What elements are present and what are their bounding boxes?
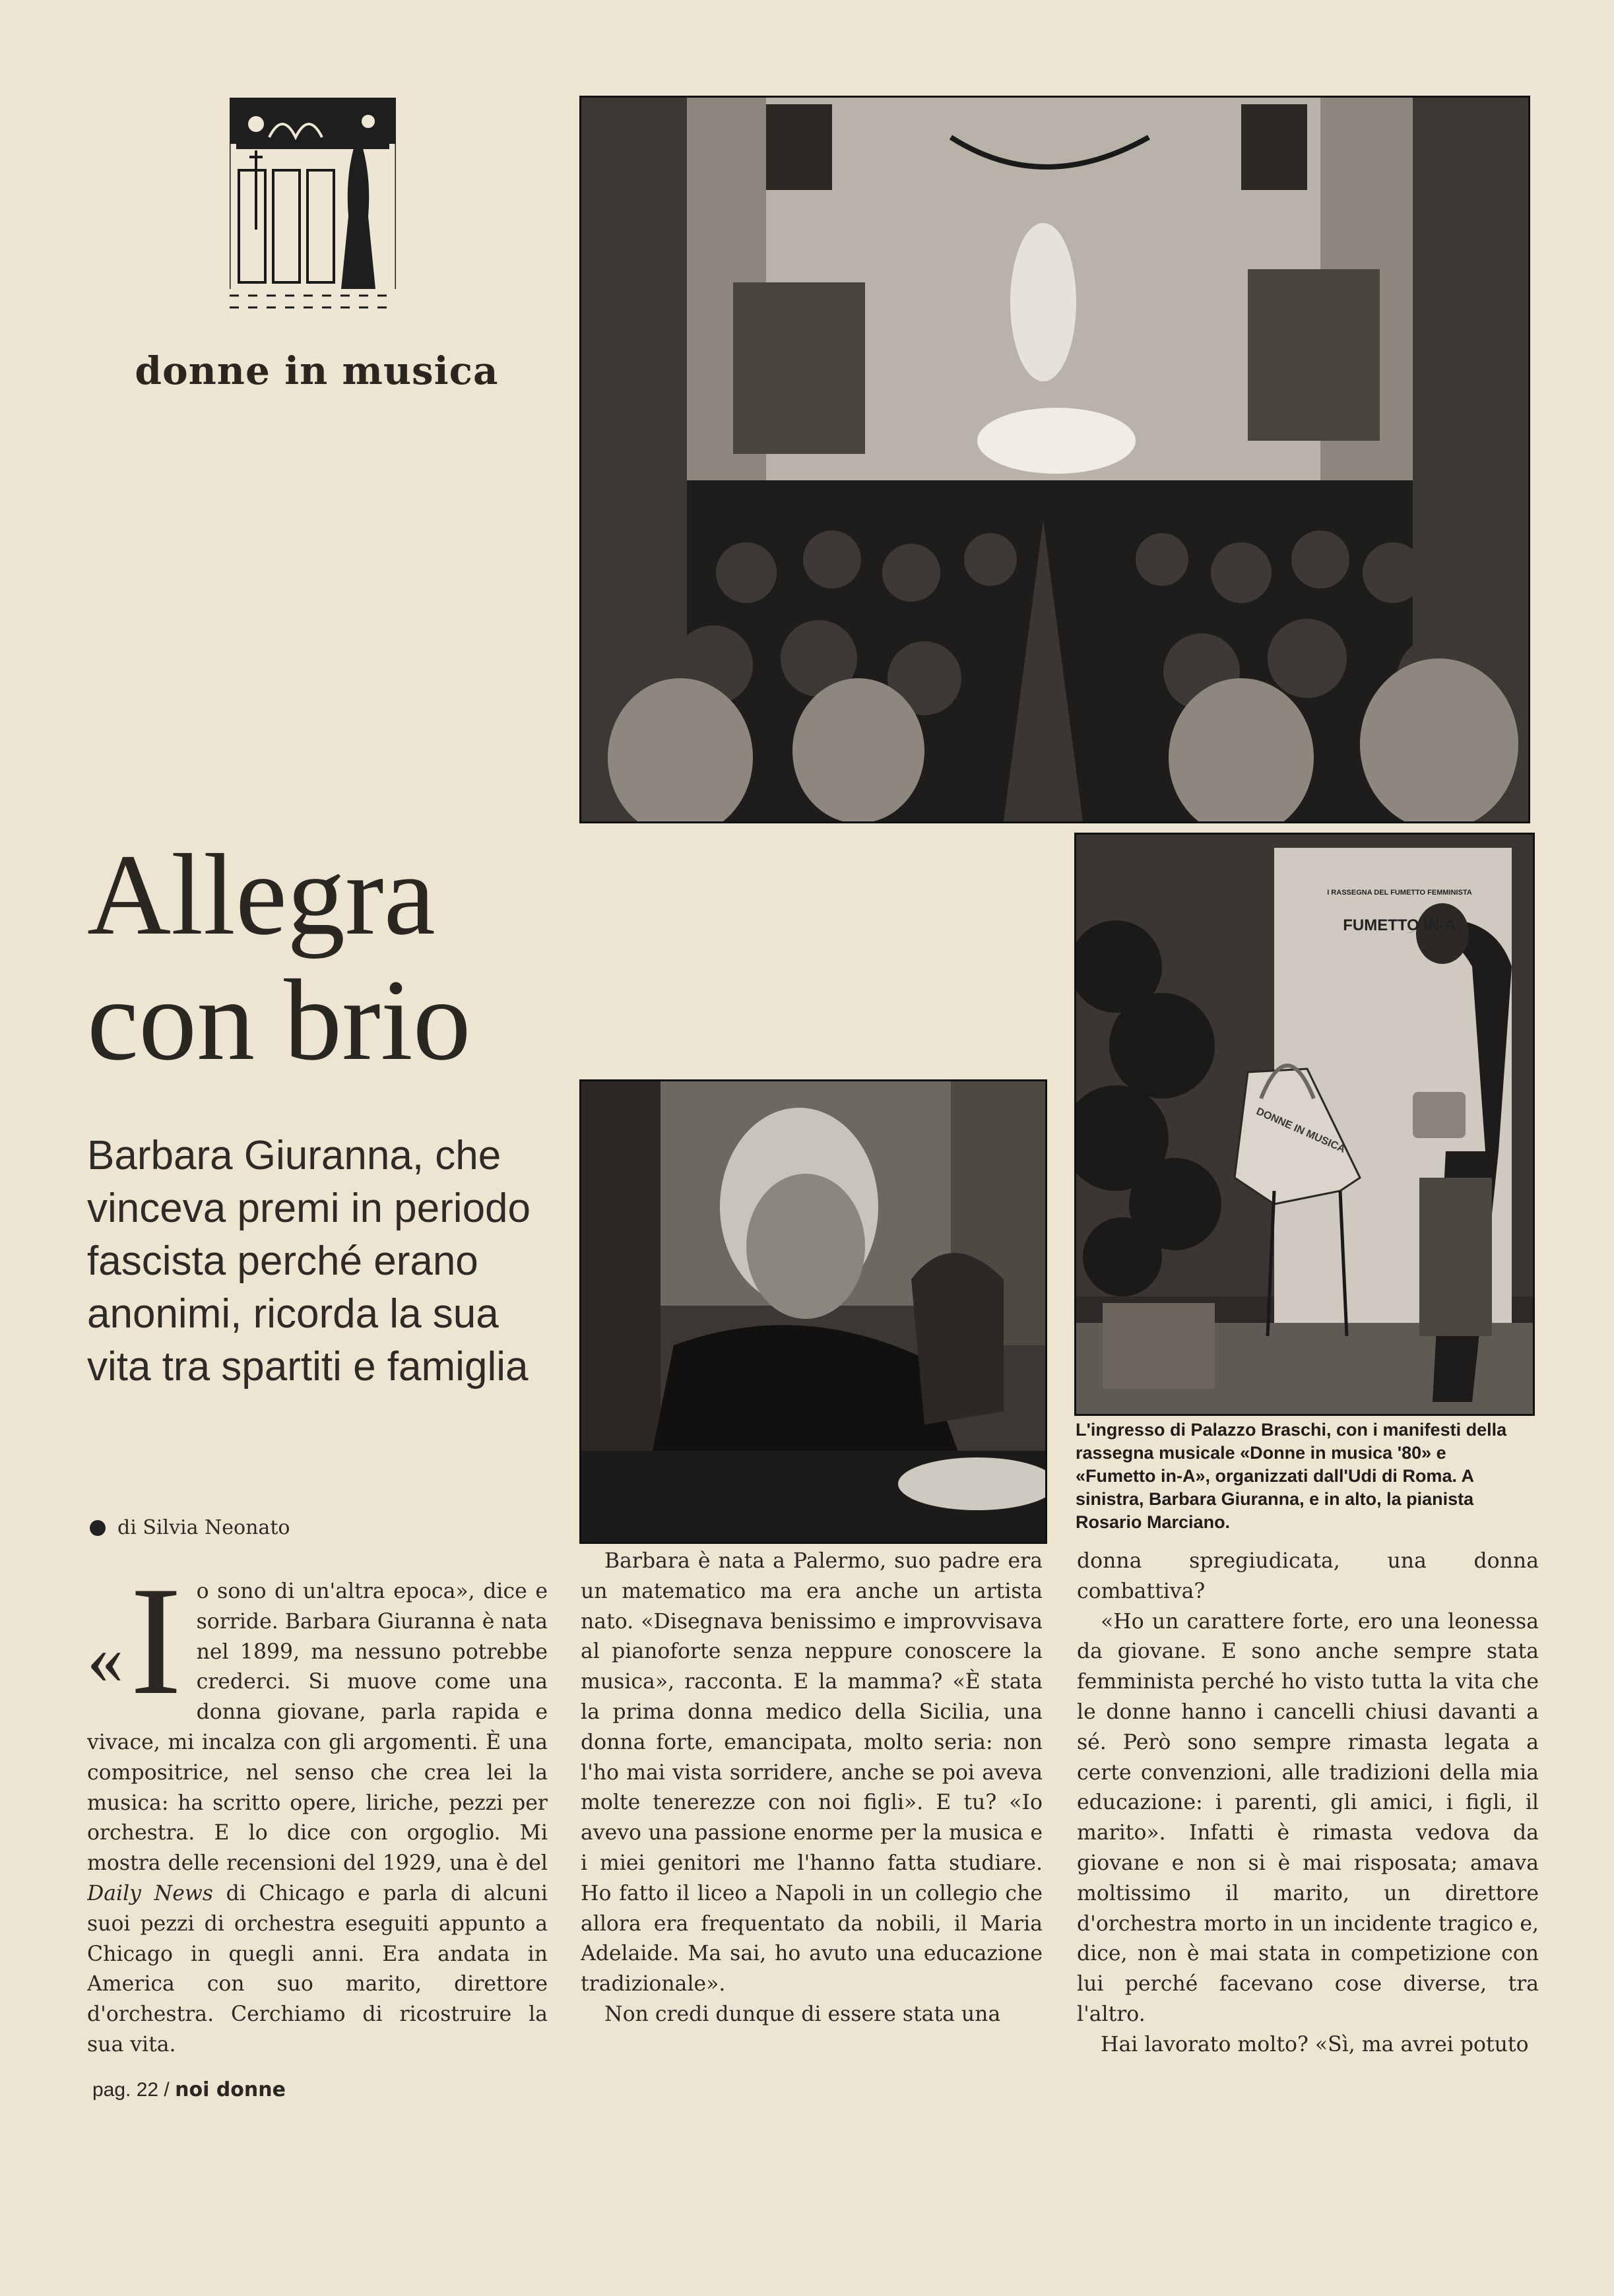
photo-caption: L'ingresso di Palazzo Braschi, con i manifesti della rassegna musicale «Donne in musica '80» e «Fumetto in-A», organizzati dall'Udi di Roma. A sinistra, Barbara Giuranna, e in alto, la pianista Rosario Marciano. <box>1076 1420 1507 1532</box>
column-3-paragraph-2: «Ho un carattere forte, ero una leonessa da giovane. E sono anche sempre stata femminista perché ho visto tutta la vita che le donne hanno i cancelli chiusi davanti a sé. Però sono sempre rimasta legata a certe convenzioni, alle tradizioni della mia educazione: i parenti, gli amici, i figli, il marito». Infatti è rimasta vedova da giovane e non si è mai risposata; amava moltissimo il marito, un direttore d'orchestra morto in un incidente tragico e, dice, non è mai stata in competizione con lui perché facevano cose diverse, tra l'altro. <box>1077 1609 1539 2026</box>
bullet-icon <box>90 1520 106 1536</box>
article-column-1 <box>87 1577 548 2296</box>
column-1-text-b: di Chicago e parla di alcuni suoi pezzi di orchestra eseguiti appunto a Chicago in quegli anni. Era andata in America con suo marito, direttore d'orchestra. Cerchiamo di ricostruire la sua vita. <box>87 1881 548 2057</box>
poster-title: FUMETTO IN-A <box>1343 916 1456 934</box>
article-headline <box>87 833 589 1083</box>
headline-line-1: Allegra <box>87 831 436 959</box>
page-footer <box>92 2078 488 2101</box>
daily-news-italic: Daily News <box>87 1881 213 1905</box>
palazzo-braschi-entrance-photo <box>1074 833 1535 1416</box>
column-1-text-a: o sono di un'altra epoca», dice e sorride. Barbara Giuranna è nata nel 1899, ma nessuno potrebbe crederci. Si muove come una donna giovane, parla rapida e vivace, mi incalza con gli argomenti. È una compositrice, nel senso che crea lei la musica: ha scritto opere, liriche, pezzi per orchestra. E lo dice con orgoglio. Mi mostra delle recensioni del 1929, una è del <box>87 1579 548 1876</box>
article-column-2 <box>581 1547 1043 2266</box>
article-column-3 <box>1077 1547 1539 2266</box>
column-2-paragraph-1: Barbara è nata a Palermo, suo padre era un matematico ma era anche un artista nato. «Disegnava benissimo e improvvisava al pianoforte senza neppure conoscere la musica», racconta. E la mamma? «È stata la prima donna medico della Sicilia, una donna forte, emancipata, molto seria: non l'ho mai vista sorridere, anche se poi aveva molte tenerezze con noi figli». E tu? «Io avevo una passione enorme per la musica e i miei genitori me l'hanno fatta studiare. Ho fatto il liceo a Napoli in un collegio che allora era frequentato da nobili, il Maria Adelaide. Ma sai, ho avuto una educazione tradizionale». <box>581 1549 1043 1996</box>
poster-label: DONNE IN MUSICA <box>1254 1106 1347 1155</box>
poster-small-text: I RASSEGNA DEL FUMETTO FEMMINISTA <box>1327 889 1472 897</box>
drop-quote-mark: « <box>87 1618 123 1699</box>
page-number: pag. 22 / <box>92 2079 170 2101</box>
column-3-paragraph-1: donna spregiudicata, una donna combattiva? <box>1077 1549 1539 1603</box>
headline-line-2: con brio <box>87 956 471 1085</box>
art-nouveau-figure-icon <box>230 98 396 321</box>
concert-hall-photo <box>579 96 1530 823</box>
barbara-giuranna-portrait-photo <box>579 1079 1047 1544</box>
magazine-name: noi donne <box>175 2078 286 2101</box>
drop-cap: I <box>130 1577 182 1727</box>
section-label: donne in musica <box>135 348 499 393</box>
byline-text: di Silvia Neonato <box>117 1516 290 1539</box>
column-2-paragraph-2: Non credi dunque di essere stata una <box>604 2002 1001 2026</box>
section-logo-illustration <box>230 98 396 321</box>
byline <box>90 1516 486 1539</box>
article-deck: Barbara Giuranna, che vinceva premi in periodo fascista perché erano anonimi, ricorda la sua vita tra spartiti e famiglia <box>87 1133 531 1389</box>
column-3-paragraph-3: Hai lavorato molto? «Sì, ma avrei potuto <box>1101 2032 1529 2057</box>
